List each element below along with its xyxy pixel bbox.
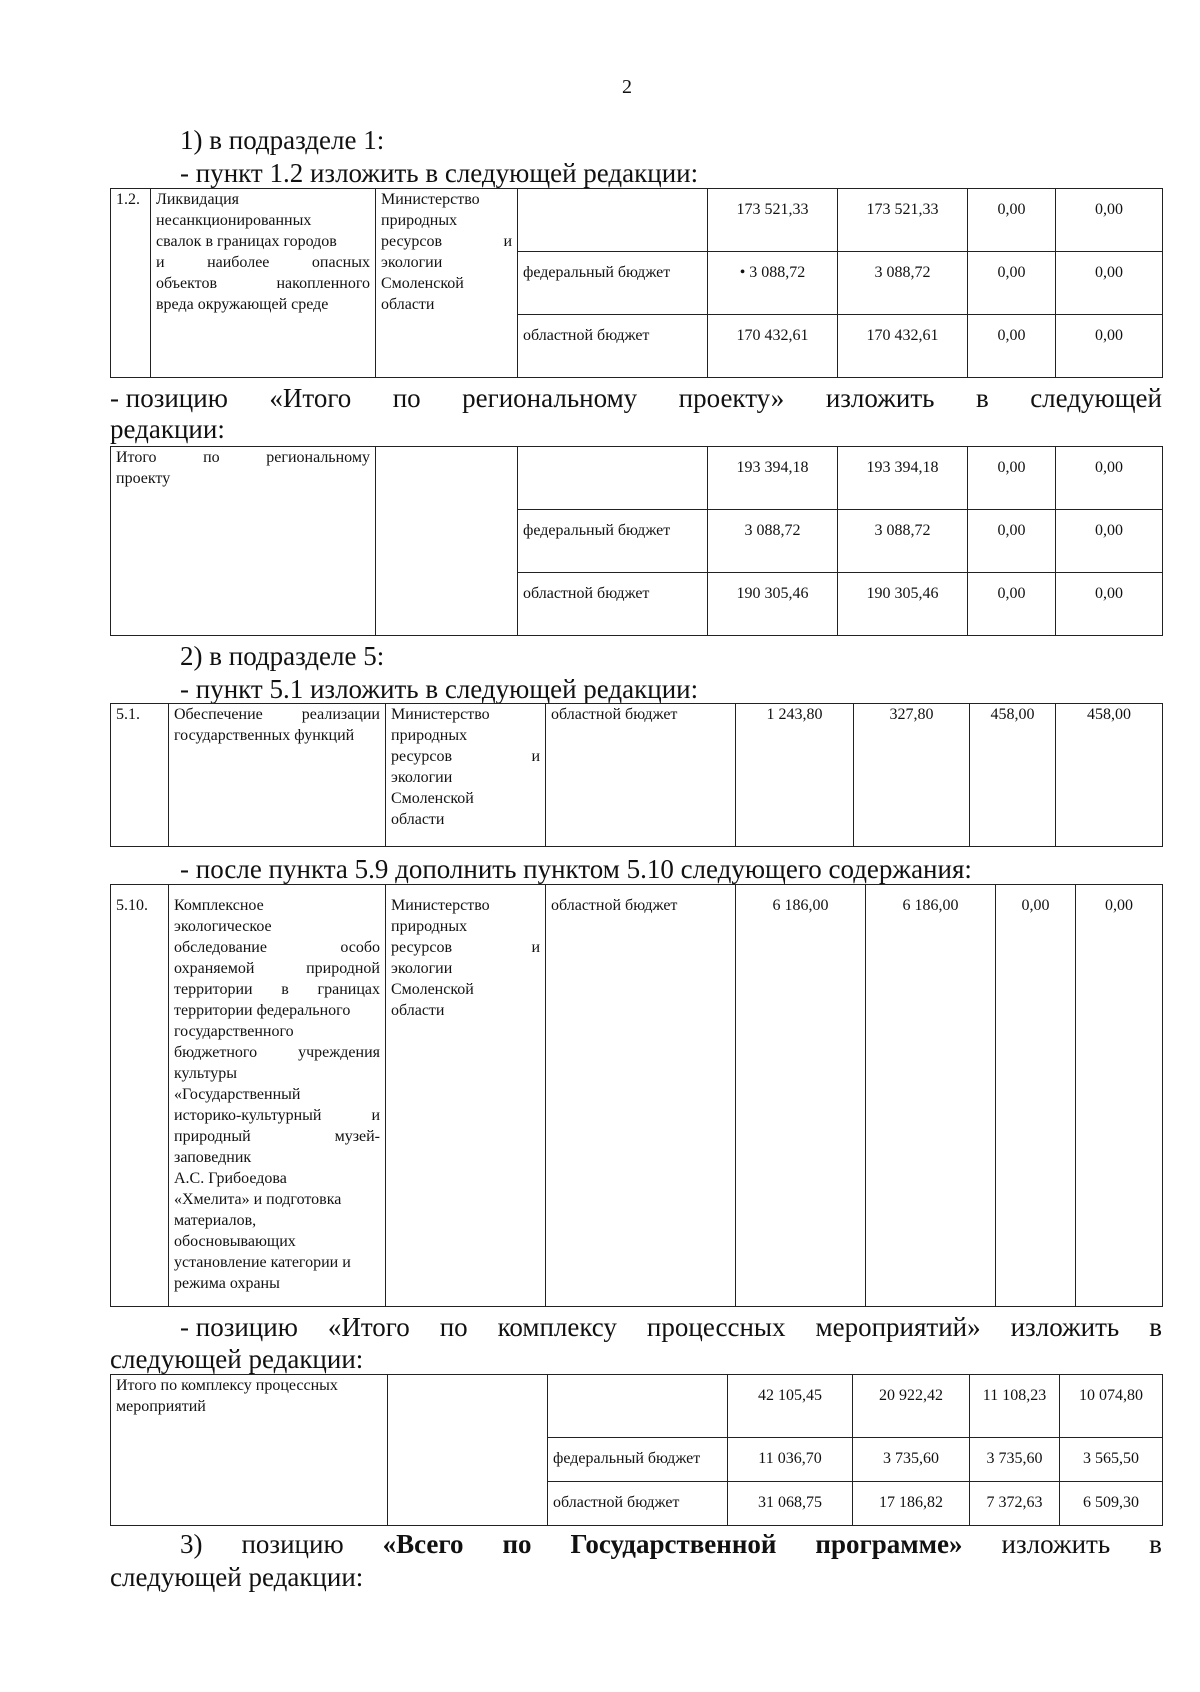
value-year-3: 0,00 bbox=[1056, 510, 1163, 573]
name-line: вреда окружающей среде bbox=[156, 296, 329, 313]
value-year-3: 0,00 bbox=[1056, 573, 1163, 636]
org-line: Смоленской bbox=[391, 981, 474, 998]
org-line: экологии bbox=[391, 769, 453, 786]
funding-source: федеральный бюджет bbox=[518, 510, 708, 573]
name-line: территории федерального bbox=[174, 1002, 351, 1019]
org-line: ресурсов и bbox=[381, 233, 512, 250]
name-line: обосновывающих bbox=[174, 1233, 296, 1250]
value-year-3: 0,00 bbox=[1056, 315, 1163, 378]
value-total: 11 036,70 bbox=[728, 1438, 853, 1482]
value-total: 1 243,80 bbox=[736, 704, 854, 847]
value-year-1: 6 186,00 bbox=[866, 885, 996, 1307]
org-line: Министерство bbox=[391, 706, 490, 723]
value-year-1: 3 735,60 bbox=[853, 1438, 970, 1482]
org-line: экологии bbox=[381, 254, 443, 271]
table-item-1-2 bbox=[110, 188, 1163, 378]
name-line: А.С. Грибоедова bbox=[174, 1170, 287, 1187]
value-year-2: 0,00 bbox=[968, 315, 1056, 378]
page-number: 2 bbox=[622, 76, 632, 98]
item-name-cell: Комплексное экологическое обследование особо охраняемой природной территории в границах территории федерального государственного бюджетного учреждения культуры «Государственный историко-культурный и природный музей- заповедник А.С. Грибоедова «Хмелита» и подготовка материалов, обосновывающих установление категории и режима охраны bbox=[169, 885, 386, 1307]
value-total: 3 088,72 bbox=[708, 510, 838, 573]
responsible-org-cell bbox=[376, 447, 518, 636]
value-year-2: 0,00 bbox=[968, 252, 1056, 315]
value-year-3: 0,00 bbox=[1076, 885, 1163, 1307]
responsible-org-cell bbox=[376, 189, 518, 378]
name-line: экологическое bbox=[174, 918, 272, 935]
responsible-org-cell bbox=[386, 885, 546, 1307]
value-year-2: 0,00 bbox=[968, 447, 1056, 510]
value-total: 170 432,61 bbox=[708, 315, 838, 378]
programme-total-instruction-cont: следующей редакции: bbox=[110, 1562, 364, 1592]
value-year-3: 6 509,30 bbox=[1060, 1482, 1163, 1526]
regional-total-instruction-cont: редакции: bbox=[110, 414, 225, 444]
value-year-3: 0,00 bbox=[1056, 252, 1163, 315]
value-year-2: 7 372,63 bbox=[970, 1482, 1060, 1526]
item-code: 5.1. bbox=[111, 704, 169, 847]
name-line: «Государственный bbox=[174, 1086, 301, 1103]
funding-source: областной бюджет bbox=[546, 704, 736, 847]
name-line: объектов накопленного bbox=[156, 275, 370, 292]
value-total: 190 305,46 bbox=[708, 573, 838, 636]
org-line: области bbox=[391, 811, 445, 828]
table-complex-total bbox=[110, 1374, 1163, 1526]
name-line: государственного bbox=[174, 1023, 294, 1040]
table-regional-total bbox=[110, 446, 1163, 636]
funding-source: областной бюджет bbox=[518, 315, 708, 378]
value-total: 193 394,18 bbox=[708, 447, 838, 510]
org-line: области bbox=[381, 296, 435, 313]
value-year-1: 3 088,72 bbox=[838, 252, 968, 315]
item-code: 5.10. bbox=[111, 885, 169, 1307]
complex-total-instruction: - позицию «Итого по комплексу процессных мероприятий» изложить в bbox=[180, 1312, 1162, 1342]
org-line: Смоленской bbox=[381, 275, 464, 292]
value-year-1: 170 432,61 bbox=[838, 315, 968, 378]
item-name-cell: Обеспечение реализации государственных функций bbox=[169, 704, 386, 847]
responsible-org-cell bbox=[388, 1375, 548, 1526]
value-year-1: 20 922,42 bbox=[853, 1375, 970, 1438]
org-line: Министерство bbox=[391, 897, 490, 914]
org-line: Министерство bbox=[381, 191, 480, 208]
value-year-2: 11 108,23 bbox=[970, 1375, 1060, 1438]
responsible-org-cell bbox=[386, 704, 546, 847]
name-line: Комплексное bbox=[174, 897, 264, 914]
org-line: области bbox=[391, 1002, 445, 1019]
item-5-10-instruction: - после пункта 5.9 дополнить пунктом 5.10 следующего содержания: bbox=[180, 854, 972, 884]
org-line: ресурсов и bbox=[391, 939, 540, 956]
funding-source: федеральный бюджет bbox=[518, 252, 708, 315]
org-line: природных bbox=[391, 727, 468, 744]
item-5-1-instruction: - пункт 5.1 изложить в следующей редакции: bbox=[180, 674, 699, 704]
table-item-5-10 bbox=[110, 884, 1163, 1307]
name-line: государственных функций bbox=[174, 727, 355, 744]
value-year-2: 3 735,60 bbox=[970, 1438, 1060, 1482]
value-year-2: 458,00 bbox=[970, 704, 1056, 847]
value-year-1: 3 088,72 bbox=[838, 510, 968, 573]
name-line: свалок в границах городов bbox=[156, 233, 337, 250]
value-year-1: 17 186,82 bbox=[853, 1482, 970, 1526]
value-total: • 3 088,72 bbox=[708, 252, 838, 315]
funding-source: областной бюджет bbox=[548, 1482, 728, 1526]
name-line: режима охраны bbox=[174, 1275, 280, 1292]
item-name-cell bbox=[151, 189, 376, 378]
subsection-1-heading: 1) в подразделе 1: bbox=[180, 125, 385, 155]
complex-total-instruction-cont: следующей редакции: bbox=[110, 1344, 364, 1374]
name-line: установление категории и bbox=[174, 1254, 351, 1271]
value-year-3: 0,00 bbox=[1056, 189, 1163, 252]
name-line: культуры bbox=[174, 1065, 238, 1082]
value-year-1: 193 394,18 bbox=[838, 447, 968, 510]
org-line: экологии bbox=[391, 960, 453, 977]
name-line: «Хмелита» и подготовка bbox=[174, 1191, 342, 1208]
value-year-2: 0,00 bbox=[968, 573, 1056, 636]
org-line: ресурсов и bbox=[391, 748, 540, 765]
value-year-2: 0,00 bbox=[968, 510, 1056, 573]
value-year-2: 0,00 bbox=[968, 189, 1056, 252]
subsection-5-heading: 2) в подразделе 5: bbox=[180, 641, 385, 671]
name-line: Ликвидация bbox=[156, 191, 240, 208]
regional-total-instruction: - позицию «Итого по региональному проекту» изложить в следующей bbox=[110, 383, 1162, 413]
value-year-3: 3 565,50 bbox=[1060, 1438, 1163, 1482]
value-year-1: 190 305,46 bbox=[838, 573, 968, 636]
name-line: материалов, bbox=[174, 1212, 257, 1229]
name-line: и наиболее опасных bbox=[156, 254, 370, 271]
funding-source: областной бюджет bbox=[518, 573, 708, 636]
funding-source bbox=[518, 189, 708, 252]
programme-total-instruction: 3) позицию «Всего по Государственной программе» изложить в bbox=[180, 1529, 1162, 1559]
item-code: 1.2. bbox=[111, 189, 151, 378]
item-1-2-instruction: - пункт 1.2 изложить в следующей редакции: bbox=[180, 158, 699, 188]
total-name-cell: Итого по комплексу процессных мероприятий bbox=[111, 1375, 388, 1526]
name-line: заповедник bbox=[174, 1149, 252, 1166]
funding-source bbox=[548, 1375, 728, 1438]
value-total: 173 521,33 bbox=[708, 189, 838, 252]
value-year-3: 458,00 bbox=[1056, 704, 1163, 847]
value-year-3: 0,00 bbox=[1056, 447, 1163, 510]
value-total: 31 068,75 bbox=[728, 1482, 853, 1526]
funding-source: областной бюджет bbox=[546, 885, 736, 1307]
value-total: 42 105,45 bbox=[728, 1375, 853, 1438]
funding-source: федеральный бюджет bbox=[548, 1438, 728, 1482]
name-line: несанкционированных bbox=[156, 212, 312, 229]
org-line: Смоленской bbox=[391, 790, 474, 807]
value-year-2: 0,00 bbox=[996, 885, 1076, 1307]
funding-source bbox=[518, 447, 708, 510]
value-year-1: 173 521,33 bbox=[838, 189, 968, 252]
total-name-cell: Итого по региональному проекту bbox=[111, 447, 376, 636]
value-year-3: 10 074,80 bbox=[1060, 1375, 1163, 1438]
table-item-5-1 bbox=[110, 703, 1163, 847]
value-total: 6 186,00 bbox=[736, 885, 866, 1307]
value-year-1: 327,80 bbox=[854, 704, 970, 847]
org-line: природных bbox=[381, 212, 458, 229]
org-line: природных bbox=[391, 918, 468, 935]
